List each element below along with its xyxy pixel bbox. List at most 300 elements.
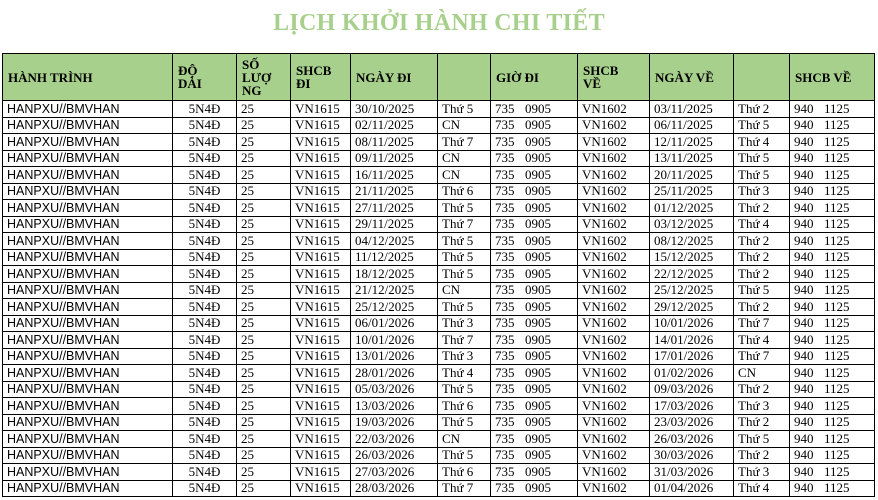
time-end: 1125 [824, 183, 850, 199]
time-start: 940 [794, 381, 814, 397]
depart-time-cell [491, 266, 578, 283]
duration-cell: 5N4Đ [173, 150, 237, 167]
return-time-cell [790, 216, 875, 233]
return-date-cell: 13/11/2025 [650, 150, 734, 167]
flight-out-cell: VN1615 [291, 398, 351, 415]
depart-time-cell [491, 431, 578, 448]
duration-cell: 5N4Đ [173, 464, 237, 481]
return-date-cell: 03/11/2025 [650, 101, 734, 118]
depart-date-cell: 04/12/2025 [351, 233, 438, 250]
time-end: 1125 [824, 232, 850, 248]
depart-date-cell: 27/03/2026 [351, 464, 438, 481]
time-start: 940 [794, 133, 814, 149]
time-end: 0905 [525, 282, 551, 298]
return-time-cell [790, 266, 875, 283]
duration-cell: 5N4Đ [173, 348, 237, 365]
return-time-cell [790, 150, 875, 167]
time-end: 0905 [525, 414, 551, 430]
time-end: 0905 [525, 397, 551, 413]
flight-out-cell: VN1615 [291, 216, 351, 233]
depart-date-cell: 06/01/2026 [351, 315, 438, 332]
time-end: 0905 [525, 232, 551, 248]
return-date-cell: 12/11/2025 [650, 134, 734, 151]
return-weekday-cell: Thứ 3 [734, 183, 790, 200]
table-row [3, 150, 875, 167]
flight-back-cell: VN1602 [578, 332, 650, 349]
flight-back-cell: VN1602 [578, 414, 650, 431]
flight-back-cell: VN1602 [578, 167, 650, 184]
time-end: 1125 [824, 381, 850, 397]
time-start: 735 [495, 117, 515, 133]
flight-out-cell: VN1615 [291, 299, 351, 316]
time-start: 940 [794, 282, 814, 298]
time-end: 1125 [824, 282, 850, 298]
flight-back-cell: VN1602 [578, 348, 650, 365]
quantity-cell: 25 [237, 216, 291, 233]
time-end: 0905 [525, 348, 551, 364]
depart-time-cell [491, 101, 578, 118]
quantity-cell: 25 [237, 134, 291, 151]
return-weekday-cell: Thứ 2 [734, 101, 790, 118]
quantity-cell: 25 [237, 101, 291, 118]
flight-back-cell: VN1602 [578, 150, 650, 167]
depart-date-cell: 21/11/2025 [351, 183, 438, 200]
time-end: 1125 [824, 150, 850, 166]
time-end: 0905 [525, 364, 551, 380]
table-row [3, 117, 875, 134]
flight-out-cell: VN1615 [291, 447, 351, 464]
flight-out-cell: VN1615 [291, 381, 351, 398]
time-start: 735 [495, 199, 515, 215]
depart-date-cell: 16/11/2025 [351, 167, 438, 184]
route-cell: HANPXU//BMVHAN [3, 216, 173, 233]
flight-out-cell: VN1615 [291, 282, 351, 299]
depart-time-cell [491, 134, 578, 151]
quantity-cell: 25 [237, 381, 291, 398]
time-start: 940 [794, 447, 814, 463]
route-cell: HANPXU//BMVHAN [3, 381, 173, 398]
time-start: 735 [495, 282, 515, 298]
return-weekday-cell: Thứ 2 [734, 233, 790, 250]
header-quantity [237, 54, 291, 101]
return-weekday-cell: Thứ 2 [734, 381, 790, 398]
route-cell: HANPXU//BMVHAN [3, 117, 173, 134]
duration-cell: 5N4Đ [173, 101, 237, 118]
depart-weekday-cell: Thứ 3 [438, 348, 491, 365]
depart-weekday-cell: Thứ 5 [438, 101, 491, 118]
time-start: 940 [794, 117, 814, 133]
return-time-cell [790, 414, 875, 431]
quantity-cell: 25 [237, 414, 291, 431]
time-end: 0905 [525, 100, 551, 116]
depart-time-cell [491, 299, 578, 316]
return-date-cell: 01/04/2026 [650, 480, 734, 497]
time-start: 735 [495, 150, 515, 166]
time-end: 1125 [824, 249, 850, 265]
depart-date-cell: 08/11/2025 [351, 134, 438, 151]
flight-out-cell: VN1615 [291, 365, 351, 382]
depart-time-cell [491, 216, 578, 233]
duration-cell: 5N4Đ [173, 167, 237, 184]
time-start: 940 [794, 397, 814, 413]
time-end: 0905 [525, 331, 551, 347]
header-duration-line2: DÀI [178, 76, 202, 91]
time-start: 940 [794, 331, 814, 347]
time-end: 0905 [525, 249, 551, 265]
table-row [3, 200, 875, 217]
flight-out-cell: VN1615 [291, 117, 351, 134]
quantity-cell: 25 [237, 447, 291, 464]
flight-back-cell: VN1602 [578, 365, 650, 382]
time-start: 940 [794, 315, 814, 331]
time-start: 940 [794, 100, 814, 116]
time-end: 0905 [525, 381, 551, 397]
depart-weekday-cell: Thứ 6 [438, 464, 491, 481]
return-date-cell: 22/12/2025 [650, 266, 734, 283]
quantity-cell: 25 [237, 480, 291, 497]
flight-back-cell: VN1602 [578, 381, 650, 398]
return-time-cell [790, 381, 875, 398]
depart-weekday-cell: Thứ 6 [438, 398, 491, 415]
time-end: 0905 [525, 447, 551, 463]
duration-cell: 5N4Đ [173, 381, 237, 398]
header-flight-out [291, 54, 351, 101]
return-time-cell [790, 299, 875, 316]
return-date-cell: 15/12/2025 [650, 249, 734, 266]
time-end: 1125 [824, 463, 850, 479]
return-date-cell: 08/12/2025 [650, 233, 734, 250]
header-duration-line1: ĐỘ [178, 63, 198, 78]
time-start: 735 [495, 166, 515, 182]
depart-weekday-cell: CN [438, 431, 491, 448]
time-end: 1125 [824, 199, 850, 215]
schedule-table [2, 53, 875, 497]
header-flight-back [578, 54, 650, 101]
time-start: 940 [794, 430, 814, 446]
depart-time-cell [491, 200, 578, 217]
quantity-cell: 25 [237, 348, 291, 365]
table-row [3, 134, 875, 151]
time-start: 735 [495, 381, 515, 397]
table-row [3, 315, 875, 332]
time-start: 940 [794, 166, 814, 182]
duration-cell: 5N4Đ [173, 431, 237, 448]
header-depart-weekday [438, 54, 491, 101]
quantity-cell: 25 [237, 183, 291, 200]
table-row [3, 183, 875, 200]
duration-cell: 5N4Đ [173, 447, 237, 464]
return-time-cell [790, 348, 875, 365]
time-end: 0905 [525, 216, 551, 232]
flight-back-cell: VN1602 [578, 101, 650, 118]
route-cell: HANPXU//BMVHAN [3, 315, 173, 332]
return-date-cell: 20/11/2025 [650, 167, 734, 184]
header-flight-back-line2: VỀ [583, 76, 602, 91]
table-row [3, 249, 875, 266]
return-weekday-cell: Thứ 5 [734, 282, 790, 299]
time-start: 735 [495, 364, 515, 380]
return-time-cell [790, 183, 875, 200]
route-cell: HANPXU//BMVHAN [3, 464, 173, 481]
depart-date-cell: 18/12/2025 [351, 266, 438, 283]
return-time-cell [790, 464, 875, 481]
depart-time-cell [491, 398, 578, 415]
time-end: 1125 [824, 414, 850, 430]
time-end: 1125 [824, 364, 850, 380]
return-time-cell [790, 480, 875, 497]
time-end: 0905 [525, 463, 551, 479]
quantity-cell: 25 [237, 299, 291, 316]
quantity-cell: 25 [237, 167, 291, 184]
table-row [3, 447, 875, 464]
depart-time-cell [491, 282, 578, 299]
depart-time-cell [491, 365, 578, 382]
depart-weekday-cell: Thứ 7 [438, 332, 491, 349]
flight-back-cell: VN1602 [578, 183, 650, 200]
return-time-cell [790, 431, 875, 448]
return-date-cell: 01/02/2026 [650, 365, 734, 382]
duration-cell: 5N4Đ [173, 117, 237, 134]
quantity-cell: 25 [237, 315, 291, 332]
time-start: 735 [495, 430, 515, 446]
depart-weekday-cell: Thứ 5 [438, 200, 491, 217]
return-weekday-cell: CN [734, 365, 790, 382]
time-end: 0905 [525, 150, 551, 166]
time-end: 1125 [824, 447, 850, 463]
table-row [3, 101, 875, 118]
time-end: 0905 [525, 166, 551, 182]
time-start: 735 [495, 315, 515, 331]
route-cell: HANPXU//BMVHAN [3, 348, 173, 365]
route-cell: HANPXU//BMVHAN [3, 299, 173, 316]
route-cell: HANPXU//BMVHAN [3, 167, 173, 184]
flight-back-cell: VN1602 [578, 266, 650, 283]
depart-date-cell: 09/11/2025 [351, 150, 438, 167]
duration-cell: 5N4Đ [173, 282, 237, 299]
table-row [3, 381, 875, 398]
route-cell: HANPXU//BMVHAN [3, 101, 173, 118]
time-start: 940 [794, 265, 814, 281]
flight-back-cell: VN1602 [578, 299, 650, 316]
flight-back-cell: VN1602 [578, 398, 650, 415]
time-end: 1125 [824, 480, 850, 496]
return-date-cell: 14/01/2026 [650, 332, 734, 349]
route-cell: HANPXU//BMVHAN [3, 365, 173, 382]
table-row [3, 233, 875, 250]
table-row [3, 365, 875, 382]
return-time-cell [790, 249, 875, 266]
depart-date-cell: 10/01/2026 [351, 332, 438, 349]
flight-out-cell: VN1615 [291, 348, 351, 365]
table-row [3, 299, 875, 316]
time-end: 0905 [525, 315, 551, 331]
time-end: 0905 [525, 265, 551, 281]
header-quantity-line3: NG [242, 82, 262, 98]
time-end: 0905 [525, 430, 551, 446]
time-end: 1125 [824, 430, 850, 446]
time-end: 0905 [525, 133, 551, 149]
time-start: 940 [794, 249, 814, 265]
depart-weekday-cell: Thứ 5 [438, 447, 491, 464]
depart-weekday-cell: Thứ 3 [438, 315, 491, 332]
table-row [3, 431, 875, 448]
quantity-cell: 25 [237, 365, 291, 382]
return-weekday-cell: Thứ 3 [734, 398, 790, 415]
table-row [3, 414, 875, 431]
flight-out-cell: VN1615 [291, 134, 351, 151]
return-weekday-cell: Thứ 4 [734, 216, 790, 233]
return-time-cell [790, 332, 875, 349]
depart-date-cell: 22/03/2026 [351, 431, 438, 448]
return-time-cell [790, 315, 875, 332]
time-end: 0905 [525, 183, 551, 199]
return-time-cell [790, 365, 875, 382]
depart-date-cell: 11/12/2025 [351, 249, 438, 266]
depart-date-cell: 21/12/2025 [351, 282, 438, 299]
duration-cell: 5N4Đ [173, 480, 237, 497]
time-end: 0905 [525, 298, 551, 314]
return-weekday-cell: Thứ 7 [734, 348, 790, 365]
duration-cell: 5N4Đ [173, 332, 237, 349]
depart-weekday-cell: Thứ 5 [438, 414, 491, 431]
return-date-cell: 10/01/2026 [650, 315, 734, 332]
return-weekday-cell: Thứ 7 [734, 315, 790, 332]
time-start: 940 [794, 199, 814, 215]
header-flight-out-line1: SHCB [296, 63, 332, 78]
flight-back-cell: VN1602 [578, 282, 650, 299]
time-end: 1125 [824, 315, 850, 331]
time-start: 735 [495, 232, 515, 248]
return-date-cell: 17/03/2026 [650, 398, 734, 415]
table-row [3, 266, 875, 283]
time-end: 1125 [824, 348, 850, 364]
flight-back-cell: VN1602 [578, 117, 650, 134]
flight-out-cell: VN1615 [291, 101, 351, 118]
header-duration [173, 54, 237, 101]
depart-date-cell: 13/01/2026 [351, 348, 438, 365]
quantity-cell: 25 [237, 282, 291, 299]
return-weekday-cell: Thứ 5 [734, 150, 790, 167]
depart-weekday-cell: Thứ 7 [438, 216, 491, 233]
time-end: 1125 [824, 331, 850, 347]
time-start: 735 [495, 100, 515, 116]
return-weekday-cell: Thứ 5 [734, 431, 790, 448]
time-start: 940 [794, 364, 814, 380]
table-row [3, 348, 875, 365]
depart-time-cell [491, 117, 578, 134]
depart-weekday-cell: CN [438, 150, 491, 167]
time-end: 1125 [824, 298, 850, 314]
depart-time-cell [491, 315, 578, 332]
table-row [3, 332, 875, 349]
depart-weekday-cell: Thứ 4 [438, 365, 491, 382]
flight-back-cell: VN1602 [578, 233, 650, 250]
header-depart-time: GIỜ ĐI [491, 54, 578, 101]
time-end: 1125 [824, 166, 850, 182]
time-start: 735 [495, 298, 515, 314]
return-date-cell: 09/03/2026 [650, 381, 734, 398]
depart-time-cell [491, 332, 578, 349]
header-depart-date: NGÀY ĐI [351, 54, 438, 101]
time-start: 735 [495, 265, 515, 281]
return-weekday-cell: Thứ 2 [734, 414, 790, 431]
depart-time-cell [491, 414, 578, 431]
time-start: 735 [495, 447, 515, 463]
time-end: 1125 [824, 117, 850, 133]
return-date-cell: 23/03/2026 [650, 414, 734, 431]
return-date-cell: 25/11/2025 [650, 183, 734, 200]
time-start: 735 [495, 414, 515, 430]
return-weekday-cell: Thứ 5 [734, 167, 790, 184]
time-start: 735 [495, 183, 515, 199]
depart-time-cell [491, 480, 578, 497]
time-start: 940 [794, 232, 814, 248]
flight-out-cell: VN1615 [291, 200, 351, 217]
route-cell: HANPXU//BMVHAN [3, 266, 173, 283]
time-start: 735 [495, 480, 515, 496]
flight-out-cell: VN1615 [291, 167, 351, 184]
time-start: 735 [495, 216, 515, 232]
return-weekday-cell: Thứ 2 [734, 299, 790, 316]
duration-cell: 5N4Đ [173, 216, 237, 233]
depart-time-cell [491, 167, 578, 184]
depart-time-cell [491, 381, 578, 398]
depart-weekday-cell: Thứ 6 [438, 183, 491, 200]
flight-out-cell: VN1615 [291, 464, 351, 481]
depart-weekday-cell: Thứ 7 [438, 134, 491, 151]
time-start: 940 [794, 348, 814, 364]
return-weekday-cell: Thứ 5 [734, 117, 790, 134]
return-time-cell [790, 167, 875, 184]
depart-time-cell [491, 447, 578, 464]
depart-date-cell: 05/03/2026 [351, 381, 438, 398]
table-row [3, 480, 875, 497]
header-route: HÀNH TRÌNH [3, 54, 173, 101]
return-date-cell: 17/01/2026 [650, 348, 734, 365]
quantity-cell: 25 [237, 332, 291, 349]
return-weekday-cell: Thứ 2 [734, 200, 790, 217]
quantity-cell: 25 [237, 150, 291, 167]
return-date-cell: 29/12/2025 [650, 299, 734, 316]
depart-time-cell [491, 233, 578, 250]
time-end: 0905 [525, 117, 551, 133]
depart-weekday-cell: Thứ 5 [438, 299, 491, 316]
flight-back-cell: VN1602 [578, 249, 650, 266]
return-time-cell [790, 200, 875, 217]
depart-weekday-cell: CN [438, 117, 491, 134]
return-weekday-cell: Thứ 2 [734, 249, 790, 266]
quantity-cell: 25 [237, 266, 291, 283]
time-start: 940 [794, 463, 814, 479]
time-start: 735 [495, 397, 515, 413]
return-time-cell [790, 282, 875, 299]
flight-out-cell: VN1615 [291, 233, 351, 250]
route-cell: HANPXU//BMVHAN [3, 233, 173, 250]
quantity-cell: 25 [237, 200, 291, 217]
flight-back-cell: VN1602 [578, 134, 650, 151]
time-end: 0905 [525, 199, 551, 215]
depart-date-cell: 19/03/2026 [351, 414, 438, 431]
flight-back-cell: VN1602 [578, 480, 650, 497]
return-time-cell [790, 101, 875, 118]
flight-back-cell: VN1602 [578, 464, 650, 481]
header-return-date: NGÀY VỀ [650, 54, 734, 101]
time-start: 735 [495, 348, 515, 364]
depart-date-cell: 13/03/2026 [351, 398, 438, 415]
depart-weekday-cell: CN [438, 282, 491, 299]
time-start: 735 [495, 249, 515, 265]
depart-date-cell: 29/11/2025 [351, 216, 438, 233]
